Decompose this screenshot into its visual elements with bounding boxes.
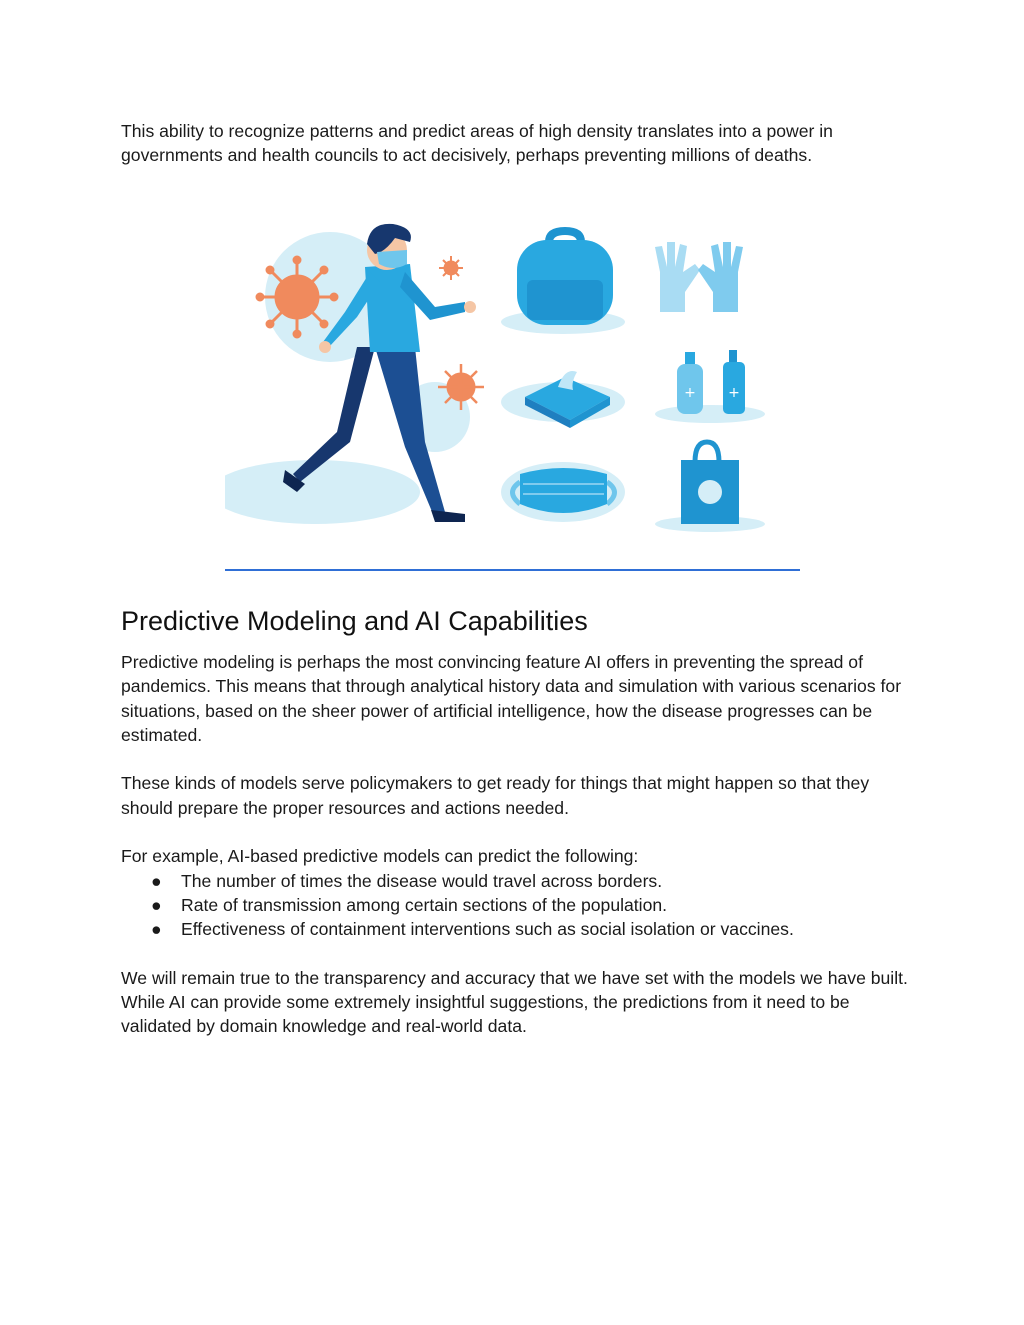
paragraph-policymakers: These kinds of models serve policymakers to get ready for things that might happen so that they should prepare the proper resources and actions needed. — [121, 773, 870, 818]
list-item: ● The number of times the disease would travel across borders. — [121, 869, 911, 893]
walking-person-with-mask-icon — [225, 224, 476, 524]
paragraph-predictive-modeling: Predictive modeling is perhaps the most convincing feature AI offers in preventing the spread of pandemics. This means that through analytical history data and simulation with various scenarios for situations, based on the sheer power of artificial intelligence, how the disease progresses can be estimated. — [121, 652, 902, 745]
backpack-icon — [501, 227, 625, 334]
svg-text:+: + — [728, 385, 740, 401]
prediction-list — [121, 869, 911, 942]
sanitizer-bottles-icon — [655, 350, 765, 423]
face-mask-icon — [501, 462, 625, 522]
bullet-icon: ● — [151, 919, 162, 940]
tissue-box-icon — [501, 371, 625, 428]
section-body — [121, 650, 911, 1039]
list-intro: For example, AI-based predictive models can predict the following: — [121, 846, 639, 867]
list-item: ● Rate of transmission among certain sections of the population. — [121, 893, 911, 917]
figure-underline — [225, 569, 800, 571]
bullet-icon: ● — [151, 870, 162, 891]
paragraph-transparency: We will remain true to the transparency and accuracy that we have set with the models we have built. While AI can provide some extremely insightful suggestions, the predictions from it need to be validated by domain knowledge and real-world data. — [121, 967, 908, 1037]
section-heading: Predictive Modeling and AI Capabilities — [121, 606, 588, 636]
list-item: ● Effectiveness of containment interventions such as social isolation or vaccines. — [121, 917, 911, 941]
gloves-icon — [655, 242, 743, 312]
svg-text:+: + — [684, 385, 696, 401]
shopping-bag-icon — [655, 442, 765, 532]
bullet-icon: ● — [151, 894, 162, 915]
pandemic-prevention-illustration — [225, 192, 800, 562]
intro-paragraph: This ability to recognize patterns and predict areas of high density translates into a power in governments and health councils to act decisively, perhaps preventing millions of deaths. — [121, 121, 833, 166]
